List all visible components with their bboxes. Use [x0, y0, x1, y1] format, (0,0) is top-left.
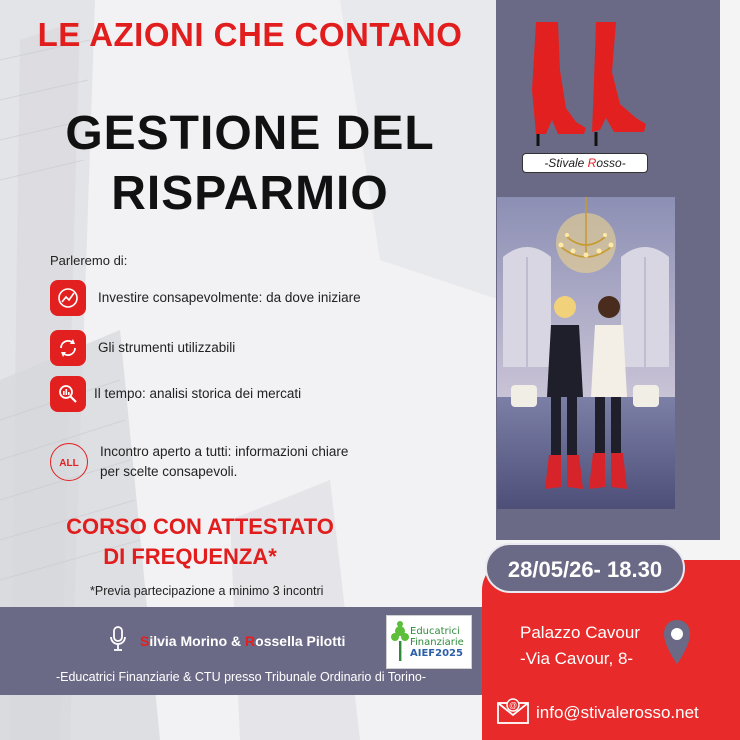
- badge-line-2: Finanziarie: [410, 636, 464, 648]
- speaker-1-name: ilvia Morino: [149, 632, 228, 649]
- topic-text: Gli strumenti utilizzabili: [98, 340, 236, 355]
- headline: LE AZIONI CHE CONTANO: [37, 16, 463, 53]
- badge-line-3: AIEF2025: [410, 647, 463, 659]
- topic-item: [50, 376, 301, 412]
- event-location: [520, 620, 640, 672]
- event-date: 28/05/26- 18.30: [485, 543, 685, 593]
- course-line-2: DI FREQUENZA*: [103, 544, 277, 569]
- ampersand: &: [227, 632, 246, 649]
- topic-text: [100, 442, 348, 482]
- aief-badge: [386, 615, 472, 669]
- course-line-1: CORSO CON ATTESTATO: [66, 514, 334, 539]
- map-pin-icon: [662, 618, 692, 673]
- brand-post: osso-: [596, 156, 626, 170]
- credentials-line: -Educatrici Finanziarie & CTU presso Tribunale Ordinario di Torino-: [55, 670, 427, 684]
- cycle-arrows-icon: [50, 330, 86, 366]
- hall-illustration: [497, 197, 675, 509]
- svg-text:ALL: ALL: [59, 458, 79, 469]
- participation-note: *Previa partecipazione a minimo 3 incontri: [90, 584, 324, 598]
- location-line-2: -Via Cavour, 8-: [520, 649, 634, 668]
- topic-text-line-1: Incontro aperto a tutti: informazioni chiare: [100, 444, 349, 459]
- badge-text: [410, 626, 464, 659]
- speaker-1-initial: S: [140, 632, 150, 649]
- brand-name: [522, 153, 648, 173]
- brand-pre: -Stivale: [544, 156, 588, 170]
- topic-item: [50, 330, 235, 366]
- brand-initial: R: [587, 156, 597, 170]
- title-line-2: RISPARMIO: [111, 167, 389, 220]
- topic-text: Investire consapevolmente: da dove iniziare: [98, 290, 361, 305]
- topic-text-line-2: per scelte consapevoli.: [100, 464, 238, 479]
- microphone-icon: [108, 626, 128, 655]
- topic-item: [50, 280, 361, 316]
- tree-icon: [390, 619, 410, 665]
- email-contact[interactable]: [496, 695, 699, 730]
- title-line-1: GESTIONE DEL: [65, 107, 435, 160]
- speaker-2-name: ossella Pilotti: [255, 632, 346, 649]
- svg-text:@: @: [508, 701, 518, 710]
- topic-item: [50, 442, 348, 482]
- page-title: [0, 104, 500, 224]
- magnifier-analysis-icon: [50, 376, 86, 412]
- email-address[interactable]: info@stivalerosso.net: [536, 702, 699, 722]
- speaker-2-initial: R: [245, 632, 256, 649]
- speakers-line: [108, 626, 345, 655]
- intro-text: Parleremo di:: [50, 253, 128, 268]
- investment-chart-icon: [50, 280, 86, 316]
- topic-text: Il tempo: analisi storica dei mercati: [94, 386, 302, 401]
- envelope-icon: [496, 695, 530, 730]
- badge-line-1: Educatrici: [410, 625, 460, 637]
- location-line-1: Palazzo Cavour: [520, 623, 641, 642]
- all-circle-icon: [50, 443, 88, 481]
- course-certificate-heading: [0, 512, 400, 572]
